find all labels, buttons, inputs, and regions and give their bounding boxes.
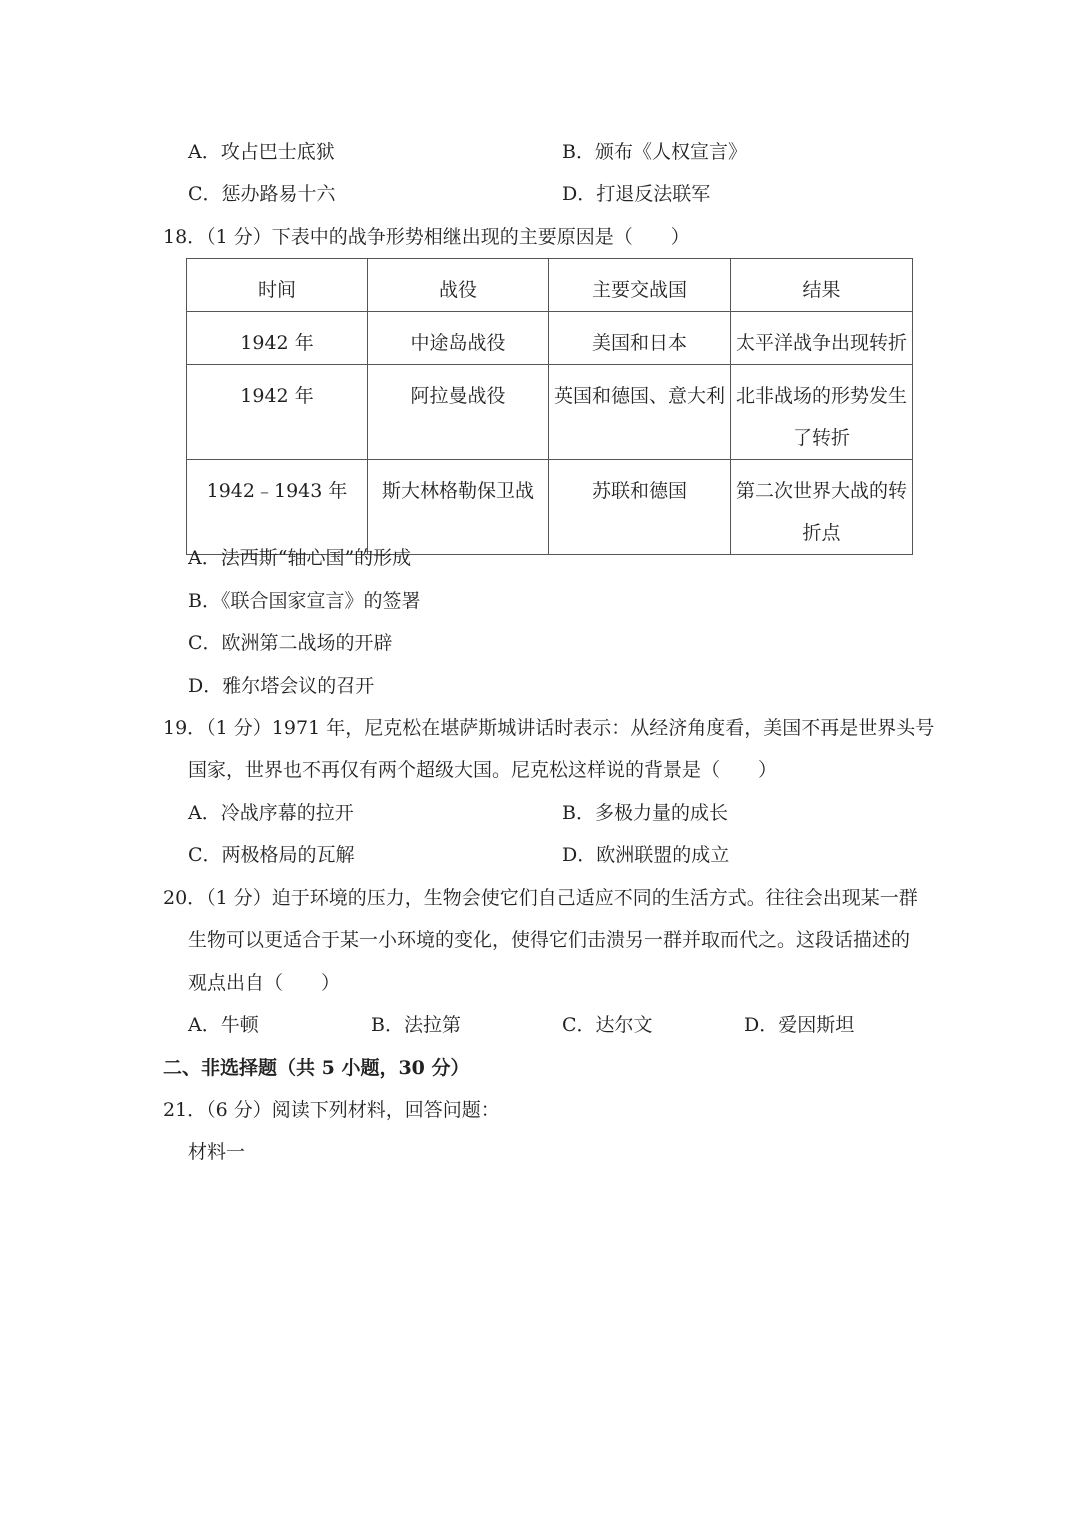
q20-stem-line1: 20．（1 分）迫于环境的压力，生物会使它们自己适应不同的生活方式。往往会出现某一群 [163,887,918,909]
option-letter: D． [744,1014,779,1036]
q18-option-b [188,588,420,614]
q18-option-a [188,545,411,571]
option-letter: B． [562,141,595,163]
option-letter: A． [188,141,221,163]
table-cell: 中途岛战役 [368,312,549,365]
option-letter: A． [188,802,221,824]
option-text: 两极格局的瓦解 [221,844,355,866]
table-row [187,460,913,555]
option-text: 多极力量的成长 [594,802,728,824]
option-text: 冷战序幕的拉开 [220,802,354,824]
table-header-row [187,259,913,312]
option-letter: C． [562,1014,596,1036]
option-text: 颁布《人权宣言》 [594,141,747,163]
table-header-cell: 时间 [187,259,368,312]
option-letter: B． [371,1014,404,1036]
table-cell: 苏联和德国 [549,460,731,555]
option-letter: B． [188,590,221,612]
q20-stem-line2: 生物可以更适合于某一小环境的变化，使得它们击溃另一群并取而代之。这段话描述的 [188,929,911,951]
option-letter: B． [562,802,595,824]
table-header-cell: 结果 [731,259,913,312]
q19-option-a [188,800,354,826]
option-text: 打退反法联军 [596,183,711,205]
option-text: 达尔文 [595,1014,653,1036]
table-cell: 美国和日本 [549,312,731,365]
table-row [187,312,913,365]
q20-option-b [371,1012,461,1038]
option-letter: A． [188,547,221,569]
q18-option-c [188,630,393,656]
q19-stem-line1: 19．（1 分）1971 年，尼克松在堪萨斯城讲话时表示：从经济角度看，美国不再是世界头号 [163,717,935,739]
option-text: 惩办路易十六 [221,183,336,205]
q18-table [186,258,913,555]
option-text: 爱因斯坦 [778,1014,855,1036]
q20-option-d [744,1012,854,1038]
table-cell: 阿拉曼战役 [368,365,549,460]
q18-option-d [188,673,374,699]
table-cell: 1942 年 [187,312,368,365]
q17-option-c [188,181,336,207]
option-text: 法拉第 [403,1014,461,1036]
table-cell: 太平洋战争出现转折 [731,312,913,365]
q19-stem-line2: 国家，世界也不再仅有两个超级大国。尼克松这样说的背景是（ ） [188,759,778,781]
option-letter: C． [188,183,222,205]
table-cell: 第二次世界大战的转折点 [731,460,913,555]
table-header-cell: 战役 [368,259,549,312]
option-text: 雅尔塔会议的召开 [222,675,375,697]
option-text: 欧洲联盟的成立 [596,844,730,866]
table-cell: 北非战场的形势发生了转折 [731,365,913,460]
q20-option-a [188,1012,259,1038]
table-header-cell: 主要交战国 [549,259,731,312]
table-cell: 1942﹣1943 年 [187,460,368,555]
table-cell: 1942 年 [187,365,368,460]
option-text: 牛顿 [220,1014,259,1036]
q19-option-b [562,800,728,826]
option-letter: A． [188,1014,221,1036]
table-cell: 英国和德国、意大利 [549,365,731,460]
q18-stem: 18．（1 分）下表中的战争形势相继出现的主要原因是（ ） [163,226,690,248]
option-letter: C． [188,632,222,654]
option-letter: D． [188,675,223,697]
table-row [187,365,913,460]
q20-option-c [562,1012,653,1038]
q17-option-b [562,139,747,165]
option-letter: D． [562,844,597,866]
q21-material-label: 材料一 [188,1141,246,1163]
q19-option-d [562,842,729,868]
q17-option-d [562,181,710,207]
option-letter: C． [188,844,222,866]
q21-stem: 21．（6 分）阅读下列材料，回答问题： [163,1099,500,1121]
q17-option-a [188,139,335,165]
table-cell: 斯大林格勒保卫战 [368,460,549,555]
option-text: 法西斯“轴心国”的形成 [220,547,412,569]
option-text: 攻占巴士底狱 [220,141,335,163]
option-text: 《联合国家宣言》的签署 [220,590,421,612]
q19-option-c [188,842,355,868]
option-text: 欧洲第二战场的开辟 [221,632,393,654]
section-heading: 二、非选择题（共 5 小题，30 分） [163,1057,470,1079]
option-letter: D． [562,183,597,205]
q20-stem-line3: 观点出自（ ） [188,972,341,994]
